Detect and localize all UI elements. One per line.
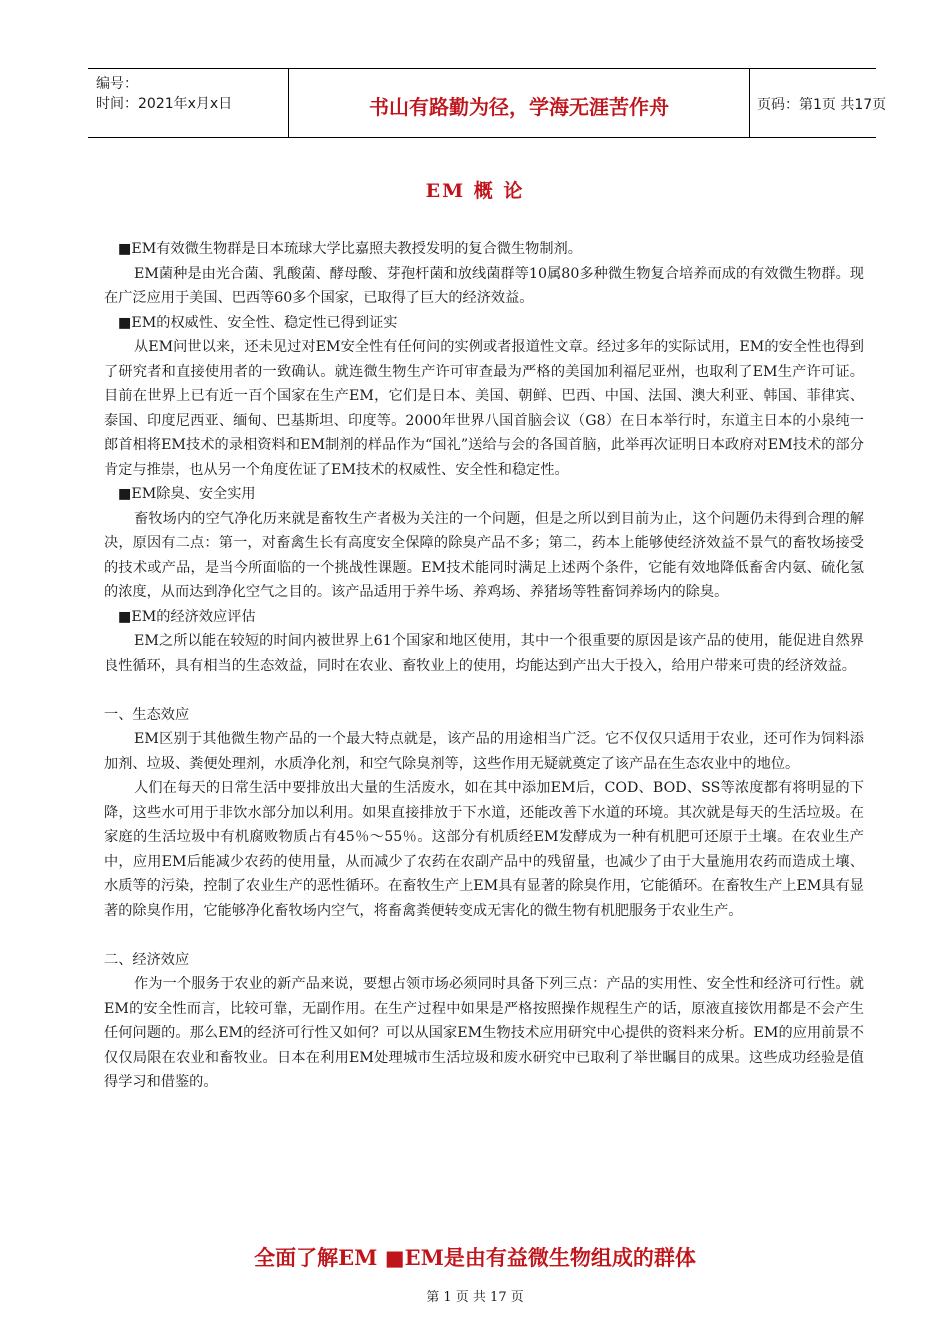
section-heading-ecological: 一、生态效应 bbox=[104, 706, 190, 723]
header-motto-cell bbox=[288, 69, 750, 137]
header-table bbox=[88, 68, 887, 138]
paragraph: EM之所以能在较短的时间内被世界上61个国家和地区使用，其中一个很重要的原因是该产品的使用，能促进自然界良性循环，具有相当的生态效益，同时在农业、畜牧业上的使用，均能达到产出大于投入，给用户带来可贵的经济效益。 bbox=[104, 633, 864, 674]
document-body bbox=[104, 237, 864, 1095]
section-heading-economy: 二、经济效应 bbox=[104, 951, 190, 968]
document-title: EM 概 论 bbox=[425, 180, 525, 202]
document-number-label: 编号： bbox=[96, 76, 138, 92]
closing-heading: 全面了解EM ■EM是由有益微生物组成的群体 bbox=[254, 1245, 696, 1270]
paragraph: EM菌种是由光合菌、乳酸菌、酵母酸、芽孢杆菌和放线菌群等10属80多种微生物复合培养而成的有效微生物群。现在广泛应用于美国、巴西等60多个国家，已取得了巨大的经济效益。 bbox=[104, 265, 864, 306]
paragraph: 人们在每天的日常生活中要排放出大量的生活废水，如在其中添加EM后，COD、BOD、SS等浓度都有将明显的下降，这些水可用于非饮水部分加以利用。如果直接排放于下水道，还能改善下水道的环境。其次就是每天的生活垃圾。在家庭的生活垃圾中有机腐败物质占有45％～55％。这部分有机质经EM发酵成为一种有机肥可还原于土壤。在农业生产中，应用EM后能减少农药的使用量，从而减少了农药在农副产品中的残留量，也减少了由于大量施用农药而造成土壤、水质等的污染，控制了农业生产的恶性循环。在畜牧生产上EM具有显著的除臭作用，它能循环。在畜牧生产上EM具有显著的除臭作用，它能够净化畜牧场内空气，将畜禽粪便转变成无害化的微生物有机肥服务于农业生产。 bbox=[104, 780, 864, 919]
header-page-cell bbox=[749, 69, 887, 137]
paragraph: 畜牧场内的空气净化历来就是畜牧生产者极为关注的一个问题，但是之所以到目前为止，这个问题仍未得到合理的解决，原因有二点：第一，对畜禽生长有高度安全保障的除臭产品不多；第二，药本上能够使经济效益不景气的畜牧场接受的技术或产品，是当今所面临的一个挑战性课题。EM技术能同时满足上述两个条件，它能有效地降低畜舍内氨、硫化氢的浓度，从而达到净化空气之目的。该产品适用于养牛场、养鸡场、养猪场等牲畜饲养场内的除臭。 bbox=[104, 510, 864, 600]
header-page-number: 页码：第1页 共17页 bbox=[757, 97, 887, 113]
section-heading-economic: ■EM的经济效应评估 bbox=[118, 608, 256, 625]
paragraph: 从EM问世以来，还未见过对EM安全性有任何问的实例或者报道性文章。经过多年的实际试用，EM的安全性也得到了研究者和直接使用者的一致确认。就连微生物生产许可审查最为严格的美国加利福尼亚州，也取利了EM生产许可证。目前在世界上已有近一百个国家在生产EM，它们是日本、美国、朝鲜、巴西、中国、法国、澳大利亚、韩国、菲律宾、泰国、印度尼西亚、缅甸、巴基斯坦、印度等。2000年世界八国首脑会议（G8）在日本举行时，东道主日本的小泉纯一郎首相将EM技术的录相资料和EM制剂的样品作为“国礼”送给与会的各国首脑，此举再次证明日本政府对EM技术的部分肯定与推崇，也从另一个角度佐证了EM技术的权威性、安全性和稳定性。 bbox=[104, 339, 864, 478]
section-heading-deodorize: ■EM除臭、安全实用 bbox=[118, 486, 256, 502]
header-motto: 书山有路勤为径，学海无涯苦作舟 bbox=[369, 95, 669, 119]
document-time-label: 时间：2021年x月x日 bbox=[96, 96, 233, 112]
paragraph-intro: ■EM有效微生物群是日本琉球大学比嘉照夫教授发明的复合微生物制剂。 bbox=[118, 241, 582, 257]
footer-page-number: 第 1 页 共 17 页 bbox=[426, 1290, 524, 1305]
section-heading-authority: ■EM的权威性、安全性、稳定性已得到证实 bbox=[118, 314, 398, 331]
paragraph: EM区别于其他微生物产品的一个最大特点就是，该产品的用途相当广泛。它不仅仅只适用于农业，还可作为饲料添加剂、垃圾、粪便处理剂，水质净化剂，和空气除臭剂等，这些作用无疑就奠定了该产品在生态农业中的地位。 bbox=[104, 731, 864, 772]
paragraph: 作为一个服务于农业的新产品来说，要想占领市场必须同时具备下列三点：产品的实用性、安全性和经济可行性。就EM的安全性而言，比较可靠，无副作用。在生产过程中如果是严格按照操作规程生产的话，原液直接饮用都是不会产生任何问题的。那么EM的经济可行性又如何？可以从国家EM生物技术应用研究中心提供的资料来分析。EM的应用前景不仅仅局限在农业和畜牧业。日本在利用EM处理城市生活垃圾和废水研究中已取利了举世瞩目的成果。这些成功经验是值得学习和借鉴的。 bbox=[104, 976, 864, 1090]
header-meta-cell bbox=[88, 69, 288, 137]
